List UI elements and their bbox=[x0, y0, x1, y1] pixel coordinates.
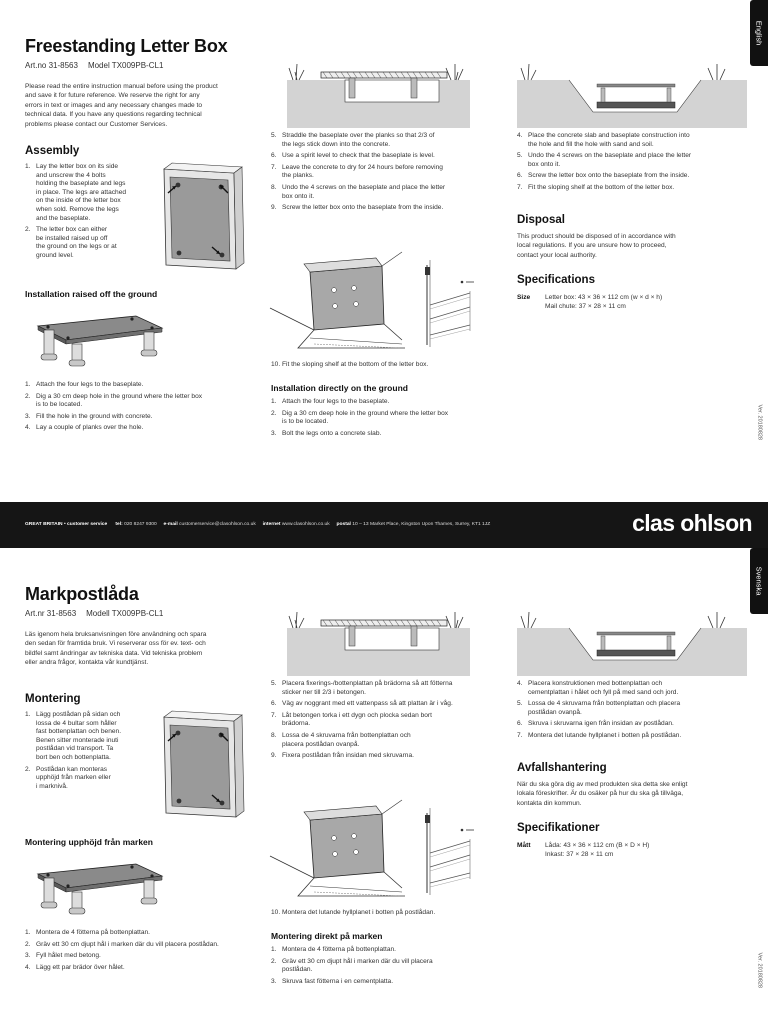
text-line: postlådan. bbox=[282, 966, 313, 974]
step-number: 1. bbox=[25, 711, 31, 718]
text-line: Fill the hole in the ground with concrete. bbox=[36, 412, 153, 420]
list-item bbox=[271, 978, 496, 987]
text-line: Mail chute: 37 × 28 × 11 cm bbox=[545, 303, 626, 310]
step-text bbox=[36, 163, 165, 223]
step-text bbox=[282, 712, 486, 729]
text-line: holding the baseplate and legs bbox=[36, 180, 126, 188]
page-title: Markpostlåda bbox=[25, 584, 139, 604]
text-line: bort ben och bottenplatta. bbox=[36, 753, 111, 761]
text-line: fast bottenplattan och benen. bbox=[36, 728, 122, 736]
concrete-hole-illustration bbox=[287, 598, 470, 676]
step-number: 7. bbox=[517, 183, 523, 191]
text-line: the planks. bbox=[282, 172, 314, 180]
list-item bbox=[271, 398, 496, 407]
step-number: 2. bbox=[25, 226, 31, 234]
list-item bbox=[25, 413, 255, 422]
swedish-section bbox=[0, 548, 768, 1024]
text-line: Lägg ett par brädor över hålet. bbox=[36, 963, 125, 971]
direct-install-steps bbox=[271, 946, 496, 989]
step-text bbox=[282, 732, 486, 749]
step-text bbox=[528, 152, 742, 169]
text-line: in place. The legs are attached bbox=[36, 188, 127, 196]
text-line: bildfel samt ändringar av tekniska data. Vid tekniska problem bbox=[25, 649, 203, 657]
text-line: Benen sitter monterade inuti bbox=[36, 736, 119, 744]
raised-install-steps bbox=[25, 381, 255, 436]
text-line: Undo the 4 screws on the baseplate and place the letter bbox=[528, 152, 692, 160]
text-line: placera postlådan ovanpå. bbox=[282, 740, 360, 748]
text-line: Montera de 4 fötterna på bottenplattan. bbox=[282, 946, 397, 953]
step-text bbox=[36, 964, 255, 973]
version-number: Ver. 20180828 bbox=[756, 952, 762, 988]
step-text bbox=[282, 164, 486, 181]
text-line: Montera de 4 fötterna på bottenplattan. bbox=[36, 929, 151, 936]
intro-text bbox=[25, 630, 255, 668]
disposal-text bbox=[517, 232, 742, 260]
step-text bbox=[282, 204, 486, 213]
right-steps bbox=[517, 132, 742, 196]
text-line: cementplattan i hålet och fyll på med sand och jord. bbox=[528, 688, 679, 696]
step-number: 2. bbox=[25, 392, 31, 400]
step-text bbox=[282, 680, 486, 697]
text-line: Bolt the legs onto a concrete slab. bbox=[282, 429, 382, 437]
text-line: Postlådan kan monteras bbox=[36, 765, 108, 773]
text-line: errors in text or images and any necessary changes made to bbox=[25, 101, 203, 109]
step-number: 1. bbox=[271, 946, 277, 953]
text-line: the ground on the legs or at bbox=[36, 243, 117, 251]
list-item bbox=[271, 164, 486, 181]
list-item bbox=[517, 132, 742, 149]
list-item bbox=[271, 958, 496, 975]
specifications-heading: Specifications bbox=[517, 274, 595, 286]
text-line: Leave the concrete to dry for 24 hours before removing bbox=[282, 163, 443, 171]
list-item bbox=[517, 700, 742, 717]
text-line: technical data. If you have any questions regarding technical bbox=[25, 111, 202, 119]
step-number: 3. bbox=[271, 977, 277, 985]
article-number: Art.nr 31-8563 Modell TX009PB-CL1 bbox=[25, 609, 164, 618]
step-text bbox=[282, 430, 496, 439]
text-line: and the baseplate. bbox=[36, 214, 91, 222]
step-number: 4. bbox=[517, 132, 523, 139]
list-item bbox=[517, 732, 742, 741]
language-tab: Svenska bbox=[750, 548, 768, 614]
text-line: Placera konstruktionen med bottenplattan och bbox=[528, 680, 663, 687]
text-line: Lägg postlådan på sidan och bbox=[36, 711, 121, 718]
step-number: 2. bbox=[25, 940, 31, 948]
footer-contact-info: GREAT BRITAIN • customer service tel: 020 8247 9300 e-mail customerservice@clasohlson.co.uk internet www.clasohlson.co.uk postal 10 – 13 Market Place, Kingston Upon Thames, Surrey, KT1 1JZ bbox=[25, 522, 491, 527]
step-number: 3. bbox=[271, 429, 277, 437]
slab-hole-illustration bbox=[517, 598, 747, 676]
step-text bbox=[282, 958, 496, 975]
list-item bbox=[25, 941, 255, 950]
text-line: Dig a 30 cm deep hole in the ground where the letter box bbox=[36, 392, 203, 400]
step-text bbox=[282, 184, 486, 201]
step-text bbox=[282, 132, 486, 149]
step-number: 5. bbox=[517, 700, 523, 708]
list-item bbox=[517, 152, 742, 169]
specifications-heading: Specifikationer bbox=[517, 822, 600, 834]
step-text bbox=[528, 172, 742, 181]
step-text bbox=[36, 226, 165, 260]
text-line: Låda: 43 × 36 × 112 cm (B × D × H) bbox=[545, 842, 650, 849]
list-item bbox=[517, 720, 742, 729]
step-number: 9. bbox=[271, 204, 277, 212]
text-line: Attach the four legs to the baseplate. bbox=[36, 381, 144, 388]
raised-install-heading: Installation raised off the ground bbox=[25, 289, 158, 299]
language-tab: English bbox=[750, 0, 768, 66]
letterbox-side-illustration bbox=[158, 711, 258, 826]
text-line: Gräv ett 30 cm djupt hål i marken där du vill placera postlådan. bbox=[36, 940, 219, 948]
text-line: kontakta din kommun. bbox=[517, 799, 582, 807]
step-text bbox=[36, 393, 255, 410]
text-line: Lay a couple of planks over the hole. bbox=[36, 424, 144, 432]
disposal-heading: Avfallshantering bbox=[517, 762, 607, 774]
text-line: the hole and fill the hole with sand and soil. bbox=[528, 140, 654, 148]
text-line: lokala föreskrifter. Är du osäker på hur du ska gå tillväga, bbox=[517, 790, 684, 798]
step-number: 4. bbox=[25, 424, 31, 432]
direct-install-heading: Montering direkt på marken bbox=[271, 931, 383, 941]
list-item bbox=[271, 204, 486, 213]
text-line: Lossa de 4 skruvarna från bottenplattan och bbox=[282, 731, 411, 739]
text-line: The letter box can either bbox=[36, 226, 108, 234]
step-text bbox=[282, 752, 486, 761]
step-text bbox=[36, 929, 255, 938]
text-line: Placera fixerings-/bottenplattan på brädorna så att fötterna bbox=[282, 680, 453, 687]
text-line: is to be located. bbox=[36, 401, 83, 409]
text-line: eller andra frågor, kontakta vår kundtjänst. bbox=[25, 659, 149, 667]
text-line: Fyll hålet med betong. bbox=[36, 952, 101, 960]
text-line: Inkast: 37 × 28 × 11 cm bbox=[545, 851, 614, 858]
step-text bbox=[528, 184, 742, 193]
page-title: Freestanding Letter Box bbox=[25, 36, 228, 56]
assembly-heading: Assembly bbox=[25, 145, 80, 157]
text-line: box onto it. bbox=[282, 192, 315, 200]
list-item bbox=[25, 952, 255, 961]
step-number: 6. bbox=[517, 720, 523, 728]
step-number: 4. bbox=[25, 963, 31, 971]
text-line: be installed raised up off bbox=[36, 234, 108, 242]
step-number: 9. bbox=[271, 752, 277, 760]
step-10: 10. Montera det lutande hyllplanet i botten på postlådan. bbox=[271, 909, 436, 916]
step-text bbox=[528, 700, 742, 717]
list-item bbox=[25, 929, 255, 938]
step-text bbox=[528, 732, 742, 741]
letterbox-mount-illustration bbox=[270, 240, 405, 355]
list-item bbox=[271, 680, 486, 697]
list-item bbox=[271, 430, 496, 439]
text-line: i marknivå. bbox=[36, 782, 68, 790]
text-line: Montera det lutande hyllplanet i botten på postlådan. bbox=[528, 731, 682, 739]
step-text bbox=[282, 946, 496, 955]
text-line: brädorna. bbox=[282, 720, 311, 728]
text-line: Låt betongen torka i ett dygn och plocka sedan bort bbox=[282, 711, 432, 719]
list-item bbox=[271, 700, 486, 709]
list-item bbox=[25, 393, 255, 410]
disposal-heading: Disposal bbox=[517, 214, 565, 226]
step-text bbox=[282, 700, 486, 709]
text-line: box onto it. bbox=[528, 160, 561, 168]
step-text bbox=[36, 424, 255, 433]
sloping-shelf-illustration bbox=[422, 803, 492, 898]
mid-steps bbox=[271, 132, 486, 216]
list-item bbox=[271, 152, 486, 161]
text-line: Lossa de 4 skruvarna från bottenplattan och placera bbox=[528, 700, 681, 708]
text-line: contact your local authority. bbox=[517, 251, 597, 259]
version-number: Ver. 20180828 bbox=[756, 404, 762, 440]
text-line: problems please contact our Customer Services. bbox=[25, 120, 168, 128]
step-number: 2. bbox=[271, 957, 277, 965]
step-number: 8. bbox=[271, 731, 277, 739]
step-number: 3. bbox=[25, 952, 31, 960]
text-line: local regulations. If you are unsure how to proceed, bbox=[517, 242, 667, 250]
step-text bbox=[528, 720, 742, 729]
text-line: when sold. Remove the legs bbox=[36, 205, 119, 213]
step-number: 1. bbox=[25, 381, 31, 388]
list-item bbox=[25, 163, 165, 223]
step-number: 7. bbox=[517, 731, 523, 739]
text-line: the legs stick down into the concrete. bbox=[282, 140, 391, 148]
text-line: Väg av noggrant med ett vattenpass så att plattan är i våg. bbox=[282, 700, 453, 708]
slab-hole-illustration bbox=[517, 50, 747, 128]
step-number: 5. bbox=[271, 132, 277, 139]
baseplate-legs-illustration bbox=[38, 308, 163, 370]
text-line: and save it for future reference. We reserve the right for any bbox=[25, 92, 200, 100]
letterbox-side-illustration bbox=[158, 163, 258, 278]
step-text bbox=[36, 711, 165, 763]
step-number: 6. bbox=[517, 172, 523, 180]
list-item bbox=[271, 410, 496, 427]
text-line: Screw the letter box onto the baseplate from the inside. bbox=[282, 204, 444, 212]
list-item bbox=[25, 381, 255, 390]
step-number: 7. bbox=[271, 711, 277, 719]
list-item bbox=[271, 712, 486, 729]
text-line: postlådan ovanpå. bbox=[528, 708, 582, 716]
text-line: den sedan för framtida bruk. Vi reserverar oss för ev. text- och bbox=[25, 640, 206, 648]
list-item bbox=[271, 732, 486, 749]
step-number: 5. bbox=[517, 152, 523, 160]
direct-install-steps bbox=[271, 398, 496, 441]
step-number: 5. bbox=[271, 680, 277, 687]
text-line: Use a spirit level to check that the baseplate is level. bbox=[282, 152, 435, 160]
list-item bbox=[25, 964, 255, 973]
step-number: 1. bbox=[25, 929, 31, 936]
text-line: sticker ner till 2/3 i betongen. bbox=[282, 688, 366, 696]
step-10: 10. Fit the sloping shelf at the bottom of the letter box. bbox=[271, 361, 429, 368]
text-line: Skruva i skruvarna igen från insidan av postlådan. bbox=[528, 720, 674, 728]
step-number: 7. bbox=[271, 163, 277, 171]
step-text bbox=[282, 410, 496, 427]
text-line: Screw the letter box onto the baseplate from the inside. bbox=[528, 172, 690, 180]
text-line: Lay the letter box on its side bbox=[36, 163, 119, 170]
text-line: on the inside of the letter box bbox=[36, 197, 121, 205]
step-text bbox=[36, 941, 255, 950]
raised-install-heading: Montering upphöjd från marken bbox=[25, 837, 153, 847]
text-line: När du ska göra dig av med produkten ska detta ske enligt bbox=[517, 781, 688, 788]
text-line: Dig a 30 cm deep hole in the ground where the letter box bbox=[282, 409, 449, 417]
step-number: 1. bbox=[25, 163, 31, 170]
text-line: Straddle the baseplate over the planks so that 2/3 of bbox=[282, 132, 435, 139]
assembly-steps bbox=[25, 711, 165, 794]
step-text bbox=[36, 766, 165, 792]
list-item bbox=[517, 680, 742, 697]
step-text bbox=[282, 978, 496, 987]
text-line: Läs igenom hela bruksanvisningen före användning och spara bbox=[25, 631, 207, 638]
text-line: Please read the entire instruction manual before using the product bbox=[25, 83, 218, 90]
step-number: 8. bbox=[271, 183, 277, 191]
list-item bbox=[271, 184, 486, 201]
step-number: 4. bbox=[517, 680, 523, 687]
text-line: upphöjd från marken eller bbox=[36, 774, 111, 782]
right-steps bbox=[517, 680, 742, 744]
letterbox-mount-illustration bbox=[270, 788, 405, 903]
mid-steps bbox=[271, 680, 486, 764]
brand-logo: clas ohlson bbox=[632, 510, 752, 536]
step-number: 2. bbox=[271, 409, 277, 417]
step-number: 6. bbox=[271, 152, 277, 160]
raised-install-steps bbox=[25, 929, 255, 975]
step-text bbox=[528, 680, 742, 697]
footer-bar bbox=[0, 502, 768, 548]
text-line: Letter box: 43 × 36 × 112 cm (w × d × h) bbox=[545, 294, 663, 301]
list-item bbox=[517, 184, 742, 193]
text-line: Attach the four legs to the baseplate. bbox=[282, 398, 390, 405]
baseplate-legs-illustration bbox=[38, 856, 163, 918]
text-line: Undo the 4 screws on the baseplate and place the letter bbox=[282, 183, 446, 191]
text-line: This product should be disposed of in accordance with bbox=[517, 233, 676, 240]
list-item bbox=[271, 132, 486, 149]
step-text bbox=[528, 132, 742, 149]
specifications-size: Mått Låda: 43 × 36 × 112 cm (B × D × H) Inkast: 37 × 28 × 11 cm bbox=[517, 842, 650, 858]
assembly-heading: Montering bbox=[25, 693, 81, 705]
list-item bbox=[517, 172, 742, 181]
disposal-text bbox=[517, 780, 742, 808]
list-item bbox=[271, 752, 486, 761]
text-line: and unscrew the 4 bolts bbox=[36, 171, 106, 179]
text-line: ground level. bbox=[36, 251, 74, 259]
list-item bbox=[25, 766, 165, 792]
text-line: is to be located. bbox=[282, 418, 329, 426]
text-line: postlådan vid transport. Ta bbox=[36, 745, 114, 753]
sloping-shelf-illustration bbox=[422, 255, 492, 350]
text-line: Gräv ett 30 cm djupt hål i marken där du vill placera bbox=[282, 957, 433, 965]
list-item bbox=[25, 424, 255, 433]
direct-install-heading: Installation directly on the ground bbox=[271, 383, 408, 393]
list-item bbox=[271, 946, 496, 955]
step-text bbox=[282, 398, 496, 407]
text-line: Fit the sloping shelf at the bottom of the letter box. bbox=[528, 183, 675, 191]
text-line: Fixera postlådan från insidan med skruvarna. bbox=[282, 752, 414, 760]
step-text bbox=[36, 413, 255, 422]
intro-text bbox=[25, 82, 255, 129]
step-number: 1. bbox=[271, 398, 277, 405]
article-number: Art.no 31-8563 Model TX009PB-CL1 bbox=[25, 61, 164, 70]
assembly-steps bbox=[25, 163, 165, 264]
list-item bbox=[25, 711, 165, 763]
step-text bbox=[36, 381, 255, 390]
step-number: 6. bbox=[271, 700, 277, 708]
list-item bbox=[25, 226, 165, 260]
step-number: 3. bbox=[25, 412, 31, 420]
specifications-size: Size Letter box: 43 × 36 × 112 cm (w × d × h) Mail chute: 37 × 28 × 11 cm bbox=[517, 294, 663, 310]
step-text bbox=[36, 952, 255, 961]
text-line: Skruva fast fötterna i en cementplatta. bbox=[282, 977, 394, 985]
concrete-hole-illustration bbox=[287, 50, 470, 128]
text-line: Place the concrete slab and baseplate construction into bbox=[528, 132, 690, 139]
step-text bbox=[282, 152, 486, 161]
text-line: lossa de 4 bultar som håller bbox=[36, 719, 117, 727]
step-number: 2. bbox=[25, 765, 31, 773]
